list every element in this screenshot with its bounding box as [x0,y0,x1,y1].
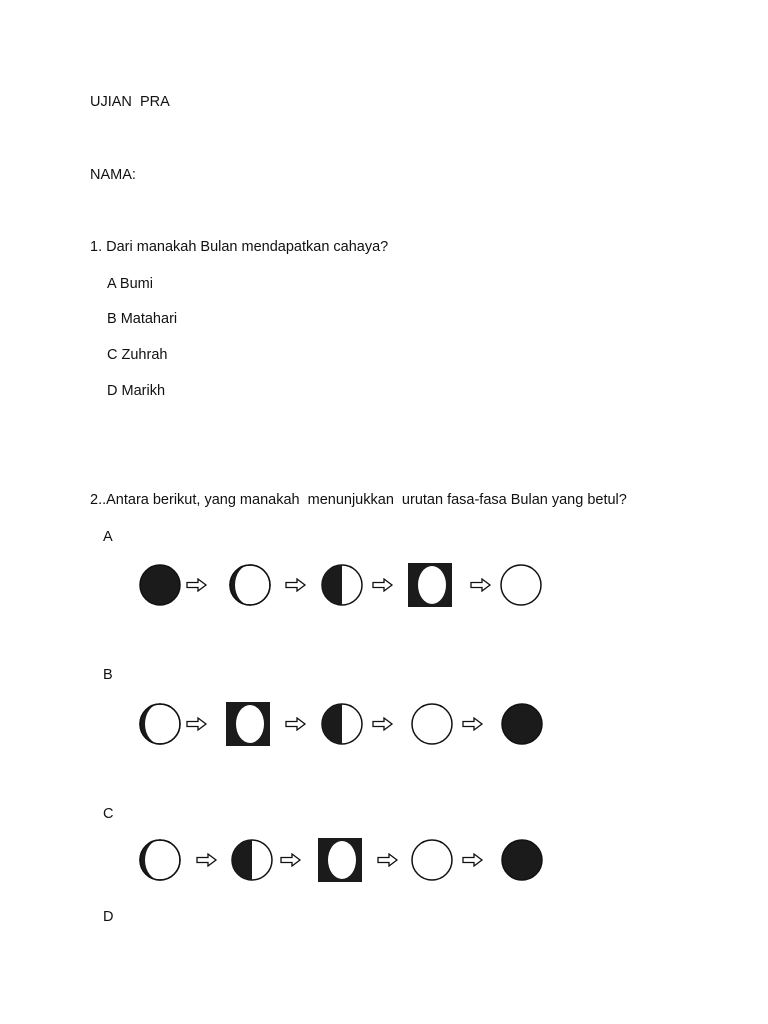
exam-title: UJIAN PRA [90,94,170,110]
arrow-right-icon [372,578,394,592]
question-2-option-a-label: A [103,529,113,545]
waxing-crescent-icon [138,702,182,746]
waxing-gibbous-icon [226,702,270,746]
arrow-right-icon [377,853,399,867]
arrow-right-icon [186,717,208,731]
full-moon-icon [410,838,454,882]
arrow-right-icon [285,578,307,592]
question-1-option-d: D Marikh [107,383,166,399]
arrow-right-icon [462,853,484,867]
arrow-right-icon [462,717,484,731]
arrow-right-icon [470,578,492,592]
first-quarter-icon [230,838,274,882]
question-2-option-c-phases [0,838,768,888]
full-moon-icon [499,563,543,607]
question-2-text: 2..Antara berikut, yang manakah menunjukkan urutan fasa-fasa Bulan yang betul? [90,492,627,508]
waxing-crescent-icon [228,563,272,607]
arrow-right-icon [372,717,394,731]
new-moon-icon [500,702,544,746]
new-moon-icon [500,838,544,882]
full-moon-icon [410,702,454,746]
waxing-gibbous-icon [318,838,362,882]
question-1-option-b: B Matahari [107,311,178,327]
arrow-right-icon [196,853,218,867]
waxing-gibbous-icon [408,563,452,607]
question-2-option-a-phases [0,563,768,613]
question-2-option-b-label: B [103,667,113,683]
name-label: NAMA: [90,167,136,183]
question-1-option-c: C Zuhrah [107,347,168,363]
question-1-text: 1. Dari manakah Bulan mendapatkan cahaya? [90,239,389,255]
question-2-option-c-label: C [103,806,114,822]
waxing-crescent-icon [138,838,182,882]
question-2-option-b-phases [0,702,768,752]
question-1-option-a: A Bumi [107,276,153,292]
arrow-right-icon [280,853,302,867]
arrow-right-icon [285,717,307,731]
arrow-right-icon [186,578,208,592]
first-quarter-icon [320,702,364,746]
new-moon-icon [138,563,182,607]
question-2-option-d-label: D [103,909,114,925]
first-quarter-icon [320,563,364,607]
